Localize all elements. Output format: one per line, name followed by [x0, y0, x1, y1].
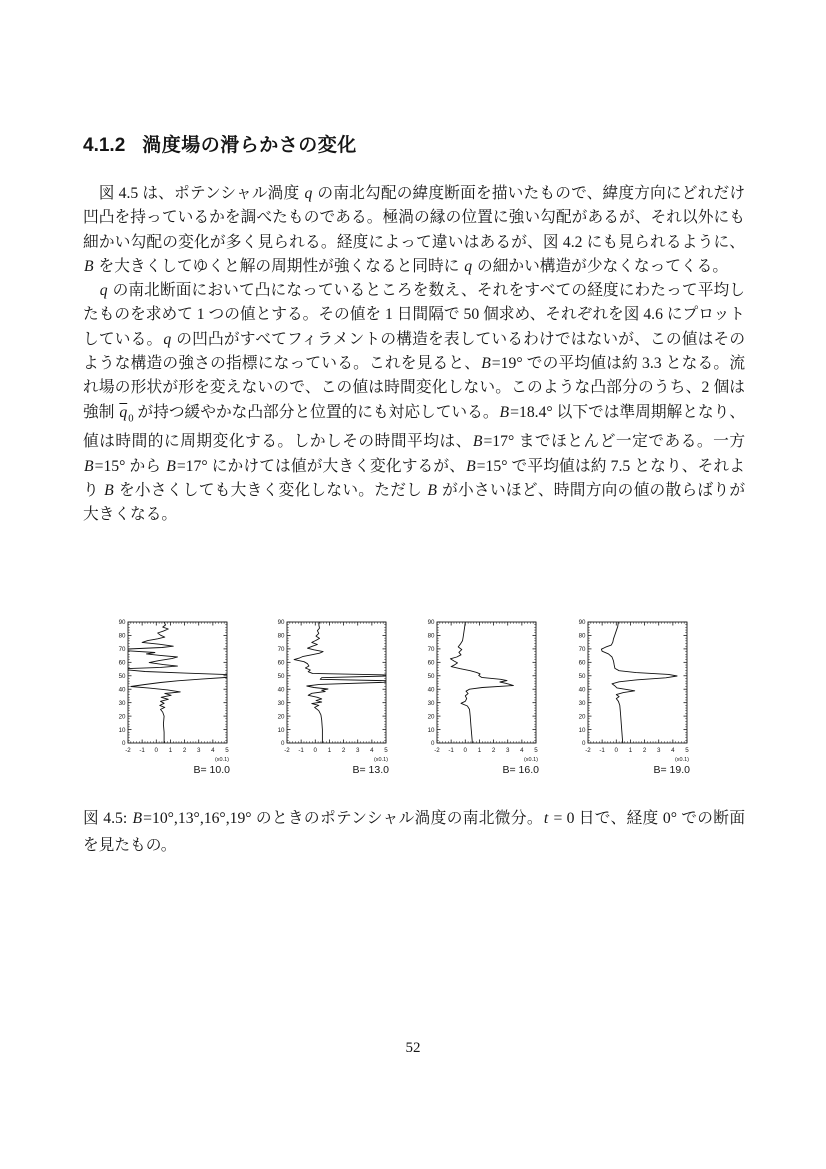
svg-text:80: 80	[118, 632, 126, 640]
svg-text:1: 1	[628, 747, 633, 754]
svg-text:50: 50	[277, 672, 285, 680]
svg-text:4: 4	[520, 747, 524, 754]
svg-text:60: 60	[578, 659, 586, 667]
svg-text:B= 16.0: B= 16.0	[502, 764, 539, 776]
svg-text:5: 5	[225, 747, 229, 754]
svg-text:1: 1	[327, 747, 332, 754]
svg-text:-2: -2	[125, 747, 131, 754]
svg-text:0: 0	[463, 747, 468, 754]
svg-text:40: 40	[578, 686, 586, 694]
svg-text:40: 40	[118, 686, 126, 694]
svg-text:10: 10	[277, 726, 285, 734]
svg-text:60: 60	[118, 659, 126, 667]
svg-text:30: 30	[578, 699, 586, 707]
pv-profile-plot-b10	[108, 618, 232, 778]
svg-text:60: 60	[427, 659, 435, 667]
svg-text:(x0.1): (x0.1)	[373, 757, 388, 763]
svg-text:70: 70	[118, 646, 126, 654]
svg-text:-2: -2	[284, 747, 290, 754]
svg-text:2: 2	[182, 747, 187, 754]
svg-text:3: 3	[656, 747, 661, 754]
svg-text:30: 30	[277, 699, 285, 707]
svg-text:40: 40	[427, 686, 435, 694]
svg-text:0: 0	[313, 747, 318, 754]
svg-text:4: 4	[211, 747, 215, 754]
svg-text:80: 80	[277, 632, 285, 640]
svg-text:70: 70	[578, 646, 586, 654]
svg-text:90: 90	[427, 619, 435, 627]
svg-text:-1: -1	[298, 747, 304, 754]
svg-text:20: 20	[118, 713, 126, 721]
pv-profile-plot-b19	[568, 618, 692, 778]
section-heading	[83, 134, 357, 158]
svg-text:2: 2	[642, 747, 647, 754]
svg-text:1: 1	[168, 747, 173, 754]
svg-text:60: 60	[277, 659, 285, 667]
svg-text:5: 5	[534, 747, 538, 754]
svg-text:70: 70	[427, 646, 435, 654]
svg-text:1: 1	[477, 747, 482, 754]
svg-text:20: 20	[277, 713, 285, 721]
svg-text:B= 13.0: B= 13.0	[352, 764, 389, 776]
svg-text:0: 0	[154, 747, 159, 754]
pv-profile-plot-b13	[267, 618, 391, 778]
svg-text:4: 4	[671, 747, 675, 754]
svg-text:90: 90	[118, 619, 126, 627]
svg-text:-1: -1	[599, 747, 605, 754]
svg-text:-2: -2	[434, 747, 440, 754]
svg-text:4: 4	[370, 747, 374, 754]
section-number: 4.1.2	[83, 135, 126, 156]
svg-text:5: 5	[685, 747, 689, 754]
svg-text:50: 50	[578, 672, 586, 680]
svg-text:0: 0	[614, 747, 619, 754]
svg-text:5: 5	[384, 747, 388, 754]
svg-text:B= 19.0: B= 19.0	[653, 764, 690, 776]
section-title: 渦度場の滑らかさの変化	[142, 135, 357, 156]
svg-text:0: 0	[431, 740, 435, 748]
svg-text:B= 10.0: B= 10.0	[193, 764, 230, 776]
svg-text:(x0.1): (x0.1)	[674, 757, 689, 763]
svg-text:(x0.1): (x0.1)	[523, 757, 538, 763]
pv-profile-plot-b16	[417, 618, 541, 778]
svg-text:3: 3	[355, 747, 360, 754]
svg-text:80: 80	[427, 632, 435, 640]
svg-text:10: 10	[578, 726, 586, 734]
figure-caption: 図 4.5: B=10°,13°,16°,19° のときのポテンシャル渦度の南北微分。t = 0 日で、経度 0° での断面を見たもの。	[83, 810, 746, 854]
svg-text:20: 20	[427, 713, 435, 721]
svg-text:3: 3	[505, 747, 510, 754]
svg-text:90: 90	[277, 619, 285, 627]
svg-text:50: 50	[427, 672, 435, 680]
svg-text:2: 2	[341, 747, 346, 754]
svg-text:0: 0	[281, 740, 285, 748]
svg-text:10: 10	[118, 726, 126, 734]
svg-text:-1: -1	[448, 747, 454, 754]
svg-text:(x0.1): (x0.1)	[214, 757, 229, 763]
page-number: 52	[405, 1040, 421, 1056]
svg-text:3: 3	[196, 747, 201, 754]
svg-text:30: 30	[427, 699, 435, 707]
body-paragraph-1: 図 4.5 は、ポテンシャル渦度 q の南北勾配の緯度断面を描いたもので、緯度方向にどれだけ凹凸を持っているかを調べたものである。極渦の縁の位置に強い勾配があるが、それ以外にも細かい勾配の変化が多く見られる。経度によって違いはあるが、図 4.2 にも見られるように、B を大きくしてゆくと解の周期性が強くなると同時に q の細かい構造が少なくなってくる。	[83, 185, 746, 275]
svg-text:0: 0	[122, 740, 126, 748]
svg-text:20: 20	[578, 713, 586, 721]
svg-text:-2: -2	[585, 747, 591, 754]
svg-text:30: 30	[118, 699, 126, 707]
svg-text:2: 2	[491, 747, 496, 754]
svg-text:0: 0	[582, 740, 586, 748]
svg-text:40: 40	[277, 686, 285, 694]
body-paragraph-2: q の南北断面において凸になっているところを数え、それをすべての経度にわたって平均したものを求めて 1 つの値とする。その値を 1 日間隔で 50 個求め、それぞれを図 4.6 にプロットしている。q の凹凸がすべてフィラメントの構造を表しているわけではないが、この値はそのような構造の強さの指標になっている。これを見ると、B=19° での平均値は約 3.3 となる。流れ場の形状が形を変えないので、この値は時間変化しない。このような凸部分のうち、2 個は強制 $\overline{q}_0$ が持つ緩やかな凸部分と位置的にも対応している。B=18.4° 以下では準周期解となり、値は時間的に周期変化する。しかしその時間平均は、B=17° までほとんど一定である。一方 B=15° から B=17° にかけては値が大きく変化するが、B=15° で平均値は約 7.5 となり、それより B を小さくしても大きく変化しない。ただし B が小さいほど、時間方向の値の散らばりが大きくなる。	[83, 282, 746, 524]
svg-text:70: 70	[277, 646, 285, 654]
svg-text:50: 50	[118, 672, 126, 680]
body-text	[83, 182, 745, 528]
svg-text:80: 80	[578, 632, 586, 640]
figure-4-5	[0, 618, 826, 788]
svg-text:-1: -1	[139, 747, 145, 754]
svg-text:90: 90	[578, 619, 586, 627]
svg-text:10: 10	[427, 726, 435, 734]
